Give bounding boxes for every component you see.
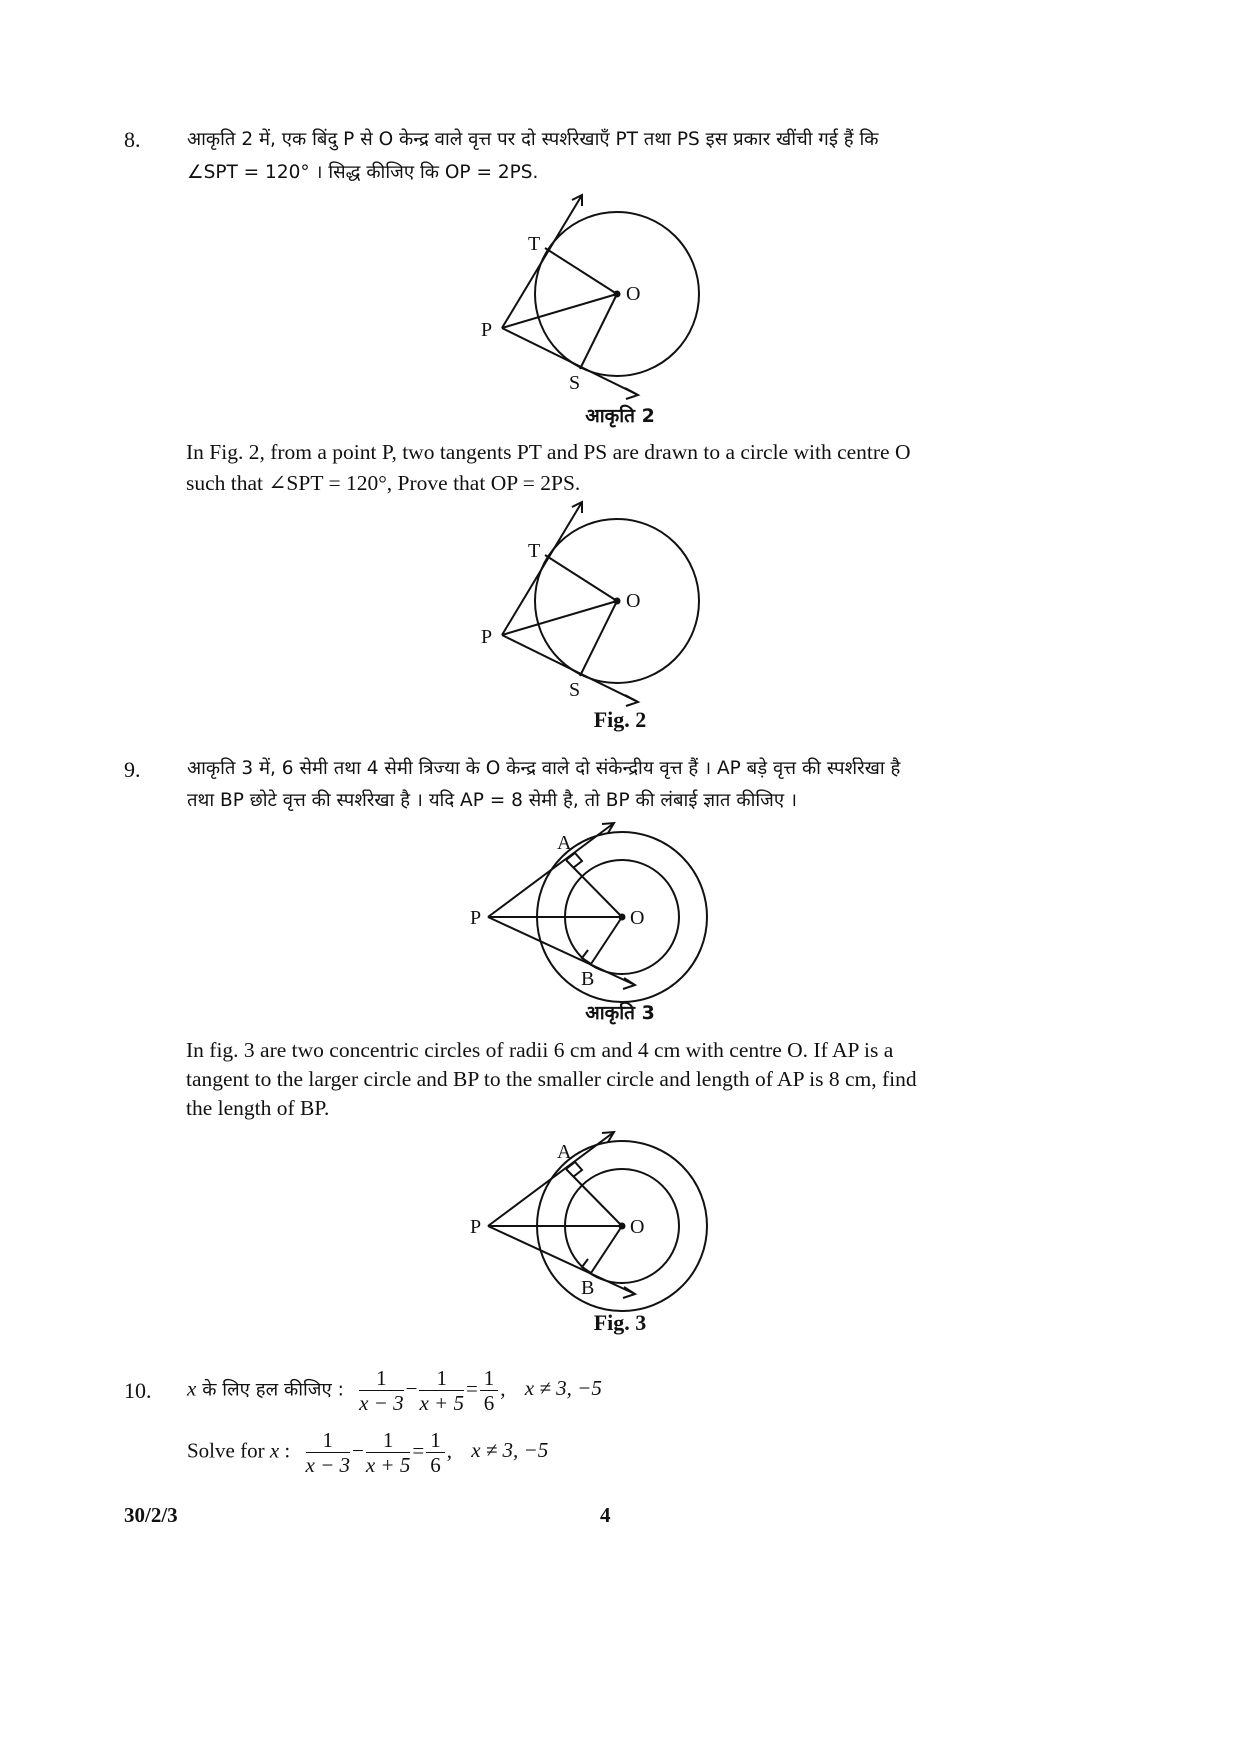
minus-sign: − — [405, 1376, 418, 1401]
fraction-1-denominator: x − 3 — [305, 1453, 350, 1477]
q10-hindi-equation — [187, 1366, 602, 1415]
fraction-1-numerator: 1 — [306, 1428, 351, 1453]
label-s: S — [569, 372, 581, 394]
label-a: A — [557, 832, 572, 854]
label-b: B — [581, 1277, 595, 1299]
equals-sign: = — [465, 1376, 478, 1401]
english-variable: x — [269, 1438, 280, 1463]
fraction-1 — [359, 1366, 404, 1415]
label-o: O — [626, 283, 641, 305]
label-o: O — [630, 1216, 645, 1238]
fraction-2-numerator: 1 — [419, 1366, 464, 1391]
caption-english-fig3: Fig. 3 — [593, 1310, 647, 1335]
label-p: P — [470, 907, 482, 929]
q10-english-equation — [187, 1428, 548, 1477]
condition: x ≠ 3, −5 — [471, 1438, 549, 1463]
question-number-9: 9. — [124, 757, 141, 782]
label-o: O — [630, 907, 645, 929]
label-p: P — [481, 319, 493, 341]
hindi-variable: x — [187, 1376, 197, 1401]
fraction-2-denominator: x + 5 — [419, 1391, 464, 1415]
label-a: A — [557, 1141, 572, 1163]
label-o: O — [626, 590, 641, 612]
label-p: P — [470, 1216, 482, 1238]
q9-hindi-line1: आकृति 3 में, 6 सेमी तथा 4 सेमी त्रिज्या के O केन्द्र वाले दो संकेन्द्रीय वृत्त हैं । AP बड़े वृत्त की स्पर्शरेखा है — [187, 758, 901, 779]
q8-english-line2: such that ∠SPT = 120°, Prove that OP = 2PS. — [186, 471, 581, 495]
comma: , — [500, 1376, 506, 1401]
question-number-10: 10. — [124, 1378, 152, 1403]
english-prompt: Solve for — [187, 1438, 270, 1463]
equals-sign: = — [412, 1438, 425, 1463]
caption-hindi-fig3: आकृति 3 — [585, 1002, 655, 1024]
hindi-prompt: के लिए हल कीजिए : — [196, 1379, 344, 1401]
q9-english-line3: the length of BP. — [186, 1096, 330, 1120]
fraction-2-numerator: 1 — [366, 1428, 411, 1453]
paper-code: 30/2/3 — [124, 1503, 178, 1527]
q9-english-line1: In fig. 3 are two concentric circles of radii 6 cm and 4 cm with centre O. If AP is a — [186, 1038, 894, 1062]
q9-english-line2: tangent to the larger circle and BP to the smaller circle and length of AP is 8 cm, find — [186, 1067, 917, 1091]
caption-hindi-fig2: आकृति 2 — [585, 405, 655, 427]
fraction-3 — [480, 1366, 499, 1415]
label-s: S — [569, 679, 581, 701]
english-colon: : — [279, 1438, 291, 1463]
q8-hindi-line2: ∠SPT = 120° । सिद्ध कीजिए कि OP = 2PS. — [187, 162, 539, 183]
condition: x ≠ 3, −5 — [524, 1376, 602, 1401]
fraction-1-denominator: x − 3 — [359, 1391, 404, 1415]
question-number-8: 8. — [124, 127, 141, 152]
label-t: T — [528, 233, 541, 255]
label-b: B — [581, 968, 595, 990]
fraction-2 — [366, 1428, 411, 1477]
q8-english-line1: In Fig. 2, from a point P, two tangents PT and PS are drawn to a circle with centre O — [186, 440, 911, 464]
minus-sign: − — [352, 1438, 364, 1463]
fraction-2-denominator: x + 5 — [365, 1453, 411, 1477]
label-p: P — [481, 626, 493, 648]
fraction-3-numerator: 1 — [426, 1428, 445, 1453]
fraction-3-denominator: 6 — [483, 1391, 495, 1415]
fraction-2 — [419, 1366, 464, 1415]
q9-hindi-line2: तथा BP छोटे वृत्त की स्पर्शरेखा है । यदि AP = 8 सेमी है, तो BP की लंबाई ज्ञात कीजिए । — [187, 790, 797, 811]
page-number: 4 — [600, 1503, 611, 1527]
label-t: T — [528, 540, 541, 562]
fraction-3-numerator: 1 — [480, 1366, 499, 1391]
caption-english-fig2: Fig. 2 — [593, 707, 647, 732]
fraction-3-denominator: 6 — [430, 1453, 441, 1477]
comma: , — [446, 1438, 452, 1463]
fraction-1 — [306, 1428, 351, 1477]
fraction-1-numerator: 1 — [359, 1366, 404, 1391]
fraction-3 — [426, 1428, 445, 1477]
q8-hindi-line1: आकृति 2 में, एक बिंदु P से O केन्द्र वाले वृत्त पर दो स्पर्शरेखाएँ PT तथा PS इस प्रकार खींची गई हैं कि — [187, 129, 879, 150]
